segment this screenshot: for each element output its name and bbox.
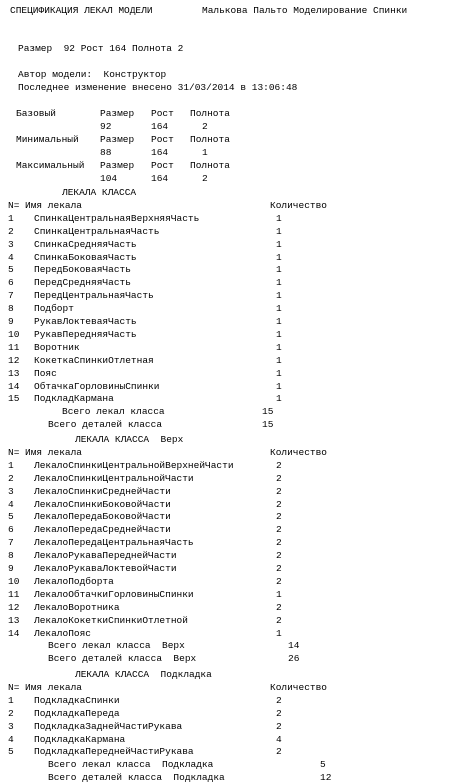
pattern-quantity: 1 — [276, 588, 282, 600]
pattern-number: 2 — [8, 707, 14, 719]
pattern-name: ЛекалоОбтачкиГорловиныСпинки — [34, 588, 194, 600]
pattern-quantity: 1 — [276, 316, 282, 327]
model-name: Малькова Пальто Моделирование Спинки — [202, 5, 408, 16]
pattern-quantity: 1 — [276, 251, 282, 263]
pattern-number: 14 — [8, 380, 20, 392]
pattern-quantity: 2 — [276, 511, 282, 523]
author-line: Автор модели: Конструктор — [18, 69, 167, 80]
section-title: ЛЕКАЛА КЛАССА Верх — [75, 434, 184, 445]
pattern-number: 5 — [8, 746, 14, 758]
pattern-quantity: 2 — [276, 524, 282, 536]
pattern-number: 1 — [8, 212, 14, 224]
column-header-number: N= — [8, 199, 20, 211]
pattern-number: 4 — [8, 733, 14, 745]
column-header-quantity: Количество — [270, 681, 328, 693]
size-column-header: Полнота — [190, 108, 230, 119]
pattern-name: ЛекалоКокеткиСпинкиОтлетной — [34, 614, 188, 626]
total-patterns-label: Всего лекал класса — [62, 406, 165, 418]
pattern-quantity: 2 — [276, 575, 282, 587]
pattern-quantity: 1 — [276, 303, 282, 315]
pattern-name: ПодкладкаЗаднейЧастиРукава — [34, 720, 183, 732]
size-column-header: Полнота — [190, 133, 230, 145]
pattern-quantity: 4 — [276, 733, 282, 745]
pattern-number: 7 — [8, 290, 14, 302]
pattern-name: СпинкаСредняяЧасть — [34, 238, 137, 250]
pattern-name: ЛекалоРукаваЛоктевойЧасти — [34, 563, 177, 574]
size-value: 164 — [151, 120, 169, 132]
total-parts-value: 12 — [320, 772, 332, 784]
column-header-quantity: Количество — [270, 446, 328, 458]
pattern-name: ЛекалоПодборта — [34, 575, 114, 587]
pattern-name: ПередСредняяЧасть — [34, 277, 131, 289]
column-header-number: N= — [8, 681, 20, 693]
pattern-name: Подборт — [34, 303, 74, 315]
pattern-name: ПередБоковаяЧасть — [34, 264, 131, 276]
pattern-number: 4 — [8, 251, 14, 263]
size-value: 104 — [100, 172, 118, 184]
last-modified-line: Последнее изменение внесено 31/03/2014 в 13:06:48 — [18, 82, 298, 93]
size-value: 92 — [100, 120, 112, 132]
size-value: 88 — [100, 146, 112, 158]
size-value: 2 — [202, 172, 208, 184]
pattern-quantity: 2 — [276, 563, 282, 574]
pattern-quantity: 2 — [276, 746, 282, 758]
pattern-quantity: 2 — [276, 707, 282, 719]
pattern-number: 5 — [8, 511, 14, 523]
pattern-quantity: 2 — [276, 550, 282, 562]
pattern-number: 3 — [8, 720, 14, 732]
pattern-number: 10 — [8, 328, 20, 340]
pattern-quantity: 2 — [276, 720, 282, 732]
pattern-name: ЛекалоСпинкиЦентральнойЧасти — [34, 472, 194, 484]
size-row-label: Базовый — [16, 108, 56, 119]
pattern-quantity: 1 — [276, 277, 282, 289]
column-header-name: Имя лекала — [25, 199, 83, 211]
pattern-number: 3 — [8, 238, 14, 250]
pattern-number: 6 — [8, 277, 14, 289]
pattern-name: ЛекалоРукаваПереднейЧасти — [34, 550, 177, 562]
pattern-name: ОбтачкаГорловиныСпинки — [34, 380, 160, 392]
pattern-name: ЛекалоПередаБоковойЧасти — [34, 511, 171, 523]
pattern-quantity: 1 — [276, 380, 282, 392]
pattern-number: 2 — [8, 472, 14, 484]
pattern-name: ЛекалоСпинкиБоковойЧасти — [34, 498, 171, 510]
total-parts-value: 26 — [288, 653, 300, 665]
pattern-name: РукавЛоктеваяЧасть — [34, 316, 137, 327]
pattern-name: ЛекалоПояс — [34, 627, 92, 639]
pattern-number: 3 — [8, 485, 14, 497]
pattern-quantity: 1 — [276, 341, 282, 353]
pattern-number: 5 — [8, 264, 14, 276]
total-patterns-label: Всего лекал класса Подкладка — [48, 759, 214, 771]
section-title: ЛЕКАЛА КЛАССА Подкладка — [75, 669, 212, 680]
pattern-quantity: 1 — [276, 627, 282, 639]
pattern-quantity: 1 — [276, 264, 282, 276]
pattern-number: 8 — [8, 303, 14, 315]
column-header-name: Имя лекала — [25, 446, 83, 458]
size-line: Размер 92 Рост 164 Полнота 2 — [18, 43, 184, 54]
total-patterns-value: 5 — [320, 759, 326, 771]
pattern-number: 4 — [8, 498, 14, 510]
section-title: ЛЕКАЛА КЛАССА — [62, 187, 137, 198]
pattern-quantity: 2 — [276, 485, 282, 497]
pattern-name: ПодкладКармана — [34, 393, 114, 405]
size-row-label: Минимальный — [16, 133, 79, 145]
size-value: 1 — [202, 146, 208, 158]
size-value: 164 — [151, 172, 169, 184]
total-patterns-value: 14 — [288, 640, 300, 652]
pattern-quantity: 1 — [276, 367, 282, 379]
pattern-quantity: 1 — [276, 393, 282, 405]
size-column-header: Рост — [151, 108, 174, 119]
pattern-name: ПодкладкаПереда — [34, 707, 120, 719]
column-header-name: Имя лекала — [25, 681, 83, 693]
pattern-number: 9 — [8, 563, 14, 574]
pattern-quantity: 1 — [276, 212, 282, 224]
pattern-quantity: 2 — [276, 614, 282, 626]
pattern-name: ПередЦентральнаяЧасть — [34, 290, 154, 302]
pattern-quantity: 1 — [276, 328, 282, 340]
pattern-quantity: 1 — [276, 354, 282, 366]
pattern-name: ПодкладкаКармана — [34, 733, 126, 745]
pattern-name: СпинкаЦентральнаяВерхняяЧасть — [34, 212, 200, 224]
pattern-quantity: 1 — [276, 290, 282, 302]
pattern-number: 11 — [8, 341, 20, 353]
pattern-name: КокеткаСпинкиОтлетная — [34, 354, 154, 366]
pattern-quantity: 1 — [276, 225, 282, 237]
pattern-name: ПодкладкаСпинки — [34, 694, 120, 706]
pattern-number: 10 — [8, 575, 20, 587]
pattern-number: 1 — [8, 459, 14, 471]
size-column-header: Размер — [100, 159, 135, 171]
pattern-number: 12 — [8, 354, 20, 366]
total-parts-label: Всего деталей класса Подкладка — [48, 772, 225, 784]
size-column-header: Полнота — [190, 159, 230, 171]
size-column-header: Размер — [100, 108, 135, 119]
total-parts-label: Всего деталей класса — [48, 419, 163, 431]
total-parts-label: Всего деталей класса Верх — [48, 653, 197, 665]
pattern-name: ЛекалоВоротника — [34, 601, 120, 613]
pattern-number: 12 — [8, 601, 20, 613]
pattern-quantity: 2 — [276, 601, 282, 613]
total-parts-value: 15 — [262, 419, 274, 431]
total-patterns-label: Всего лекал класса Верх — [48, 640, 185, 652]
pattern-quantity: 2 — [276, 694, 282, 706]
column-header-quantity: Количество — [270, 199, 328, 211]
pattern-name: СпинкаЦентральнаяЧасть — [34, 225, 160, 237]
size-column-header: Размер — [100, 133, 135, 145]
pattern-quantity: 2 — [276, 498, 282, 510]
pattern-name: ЛекалоПередаСреднейЧасти — [34, 524, 171, 536]
size-row-label: Максимальный — [16, 159, 85, 171]
pattern-number: 14 — [8, 627, 20, 639]
document-title: СПЕЦИФИКАЦИЯ ЛЕКАЛ МОДЕЛИ — [10, 5, 153, 16]
pattern-name: ЛекалоСпинкиСреднейЧасти — [34, 485, 171, 497]
pattern-number: 8 — [8, 550, 14, 562]
total-patterns-value: 15 — [262, 406, 274, 418]
pattern-number: 13 — [8, 367, 20, 379]
pattern-name: Пояс — [34, 367, 57, 379]
size-value: 2 — [202, 120, 208, 132]
pattern-name: РукавПередняяЧасть — [34, 328, 137, 340]
size-column-header: Рост — [151, 133, 174, 145]
pattern-name: СпинкаБоковаяЧасть — [34, 251, 137, 263]
pattern-number: 13 — [8, 614, 20, 626]
pattern-quantity: 2 — [276, 459, 282, 471]
column-header-number: N= — [8, 446, 20, 458]
pattern-number: 1 — [8, 694, 14, 706]
pattern-name: ЛекалоПередаЦентральнаяЧасть — [34, 537, 194, 549]
pattern-number: 2 — [8, 225, 14, 237]
pattern-number: 15 — [8, 393, 20, 405]
pattern-quantity: 1 — [276, 238, 282, 250]
pattern-number: 6 — [8, 524, 14, 536]
pattern-quantity: 2 — [276, 537, 282, 549]
pattern-number: 7 — [8, 537, 14, 549]
pattern-name: ПодкладкаПереднейЧастиРукава — [34, 746, 194, 758]
size-value: 164 — [151, 146, 169, 158]
pattern-name: Воротник — [34, 341, 80, 353]
pattern-number: 11 — [8, 588, 20, 600]
pattern-quantity: 2 — [276, 472, 282, 484]
pattern-number: 9 — [8, 316, 14, 327]
pattern-name: ЛекалоСпинкиЦентральнойВерхнейЧасти — [34, 459, 234, 471]
size-column-header: Рост — [151, 159, 174, 171]
